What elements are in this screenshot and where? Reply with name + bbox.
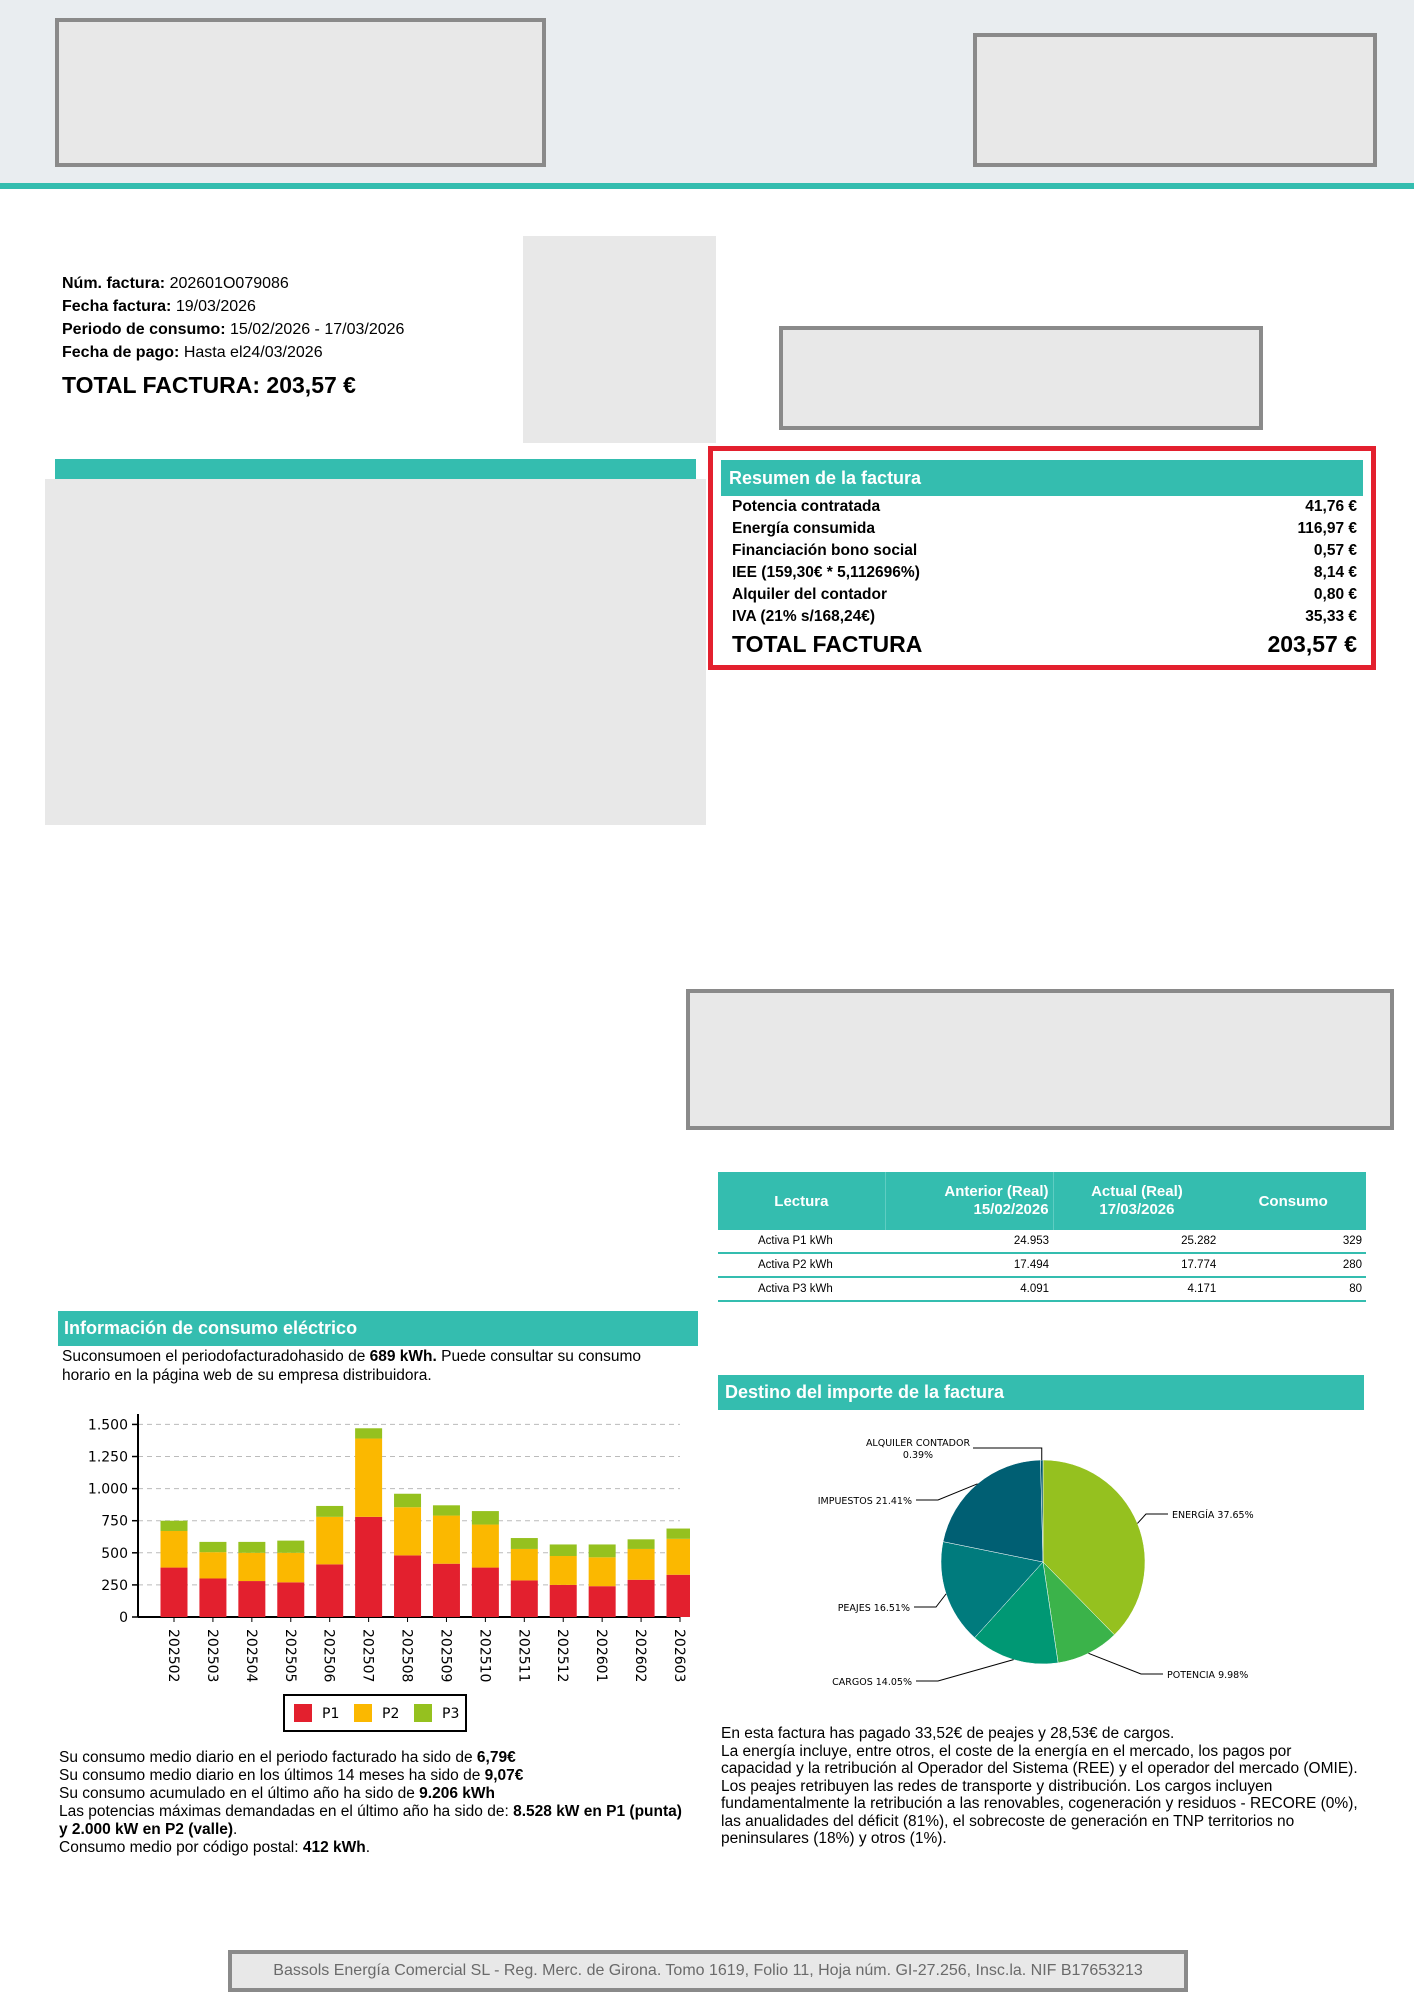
- summary-title: Resumen de la factura: [721, 460, 1363, 496]
- x-tick-label: 202509: [437, 1629, 454, 1683]
- summary-row: Financiación bono social 0,57 €: [732, 542, 1357, 559]
- pie-label: ENERGÍA 37.65%: [1172, 1510, 1254, 1521]
- bar-p1-202509: [433, 1564, 460, 1617]
- y-tick-label: 1.500: [87, 1417, 128, 1434]
- bar-p1-202601: [589, 1586, 616, 1617]
- bar-p1-202512: [550, 1585, 577, 1617]
- bar-p1-202511: [511, 1580, 538, 1617]
- pie-leader-line: [973, 1448, 1042, 1460]
- bar-p2-202510: [472, 1525, 499, 1568]
- x-tick-label: 202505: [281, 1629, 298, 1683]
- company-footer: Bassols Energía Comercial SL - Reg. Merc. de Girona. Tomo 1619, Folio 11, Hoja núm. GI-27.256, Insc.la. NIF B17653213: [228, 1950, 1188, 1992]
- summary-row: IEE (159,30€ * 5,112696%) 8,14 €: [732, 564, 1357, 581]
- x-tick-label: 202603: [671, 1629, 687, 1683]
- y-tick-label: 1.000: [87, 1481, 128, 1498]
- fecha-pago-value: Hasta el24/03/2026: [183, 344, 323, 361]
- summary-total: TOTAL FACTURA 203,57 €: [732, 631, 1357, 657]
- bar-p3-202504: [238, 1542, 265, 1553]
- address-placeholder: [779, 326, 1263, 430]
- pie-label: CARGOS 14.05%: [832, 1677, 912, 1688]
- bar-p1-202503: [199, 1578, 226, 1617]
- bar-p2-202509: [433, 1516, 460, 1564]
- pie-label: PEAJES 16.51%: [837, 1603, 910, 1614]
- fecha-factura-value: 19/03/2026: [175, 298, 256, 315]
- periodo-value: 15/02/2026 - 17/03/2026: [230, 321, 405, 338]
- logo-placeholder: [55, 18, 546, 167]
- invoice-summary: [708, 446, 1376, 670]
- x-tick-label: 202511: [515, 1629, 532, 1683]
- left-redacted-block: [45, 479, 706, 825]
- bar-p2-202603: [667, 1539, 691, 1575]
- x-tick-label: 202510: [476, 1629, 493, 1683]
- y-tick-label: 1.250: [87, 1449, 128, 1466]
- qr-placeholder: [523, 236, 716, 443]
- bar-p3-202603: [667, 1529, 691, 1539]
- bar-p2-202505: [277, 1553, 304, 1583]
- bar-p2-202507: [355, 1439, 382, 1517]
- contract-placeholder: [686, 989, 1394, 1130]
- bar-p2-202602: [628, 1549, 655, 1580]
- col-consumo: Consumo: [1220, 1172, 1366, 1230]
- num-factura-label: Núm. factura:: [62, 275, 166, 292]
- destination-pie-chart: [718, 1430, 1366, 1690]
- table-row: Activa P2 kWh 17.494 17.774 280: [718, 1253, 1366, 1277]
- bar-p2-202503: [199, 1552, 226, 1578]
- summary-row: IVA (21% s/168,24€) 35,33 €: [732, 608, 1357, 625]
- lecturas-table: [718, 1172, 1366, 1302]
- summary-row: Energía consumida 116,97 €: [732, 520, 1357, 537]
- bar-p1-202506: [316, 1564, 343, 1617]
- destino-text: En esta factura has pagado 33,52€ de peajes y 28,53€ de cargos. La energía incluye, entre otros, el coste de la energía en el mercado, los pagos por capacidad y la retribución al Operador del Sistema (REE) y el operador del mercado (OMIE). Los peajes retribuyen las redes de transporte y distribución. Los cargos incluyen fundamentalmente la retribución a las renovables, cogeneración y residuos - RECORE (0%), las anualidades del déficit (81%), el sobrecoste de generación en TNP territorios no peninsulares (18%) y otros (1%).: [721, 1725, 1358, 1847]
- pie-leader-line: [1137, 1514, 1168, 1523]
- legend-swatch-p1: [294, 1704, 312, 1722]
- bar-p2-202511: [511, 1549, 538, 1580]
- bar-p2-202508: [394, 1507, 421, 1555]
- pie-leader-line: [916, 1660, 1014, 1681]
- bar-p1-202504: [238, 1581, 265, 1617]
- bar-p3-202601: [589, 1544, 616, 1557]
- invoice-info: [62, 272, 404, 364]
- x-tick-label: 202502: [165, 1629, 181, 1683]
- bar-p3-202508: [394, 1494, 421, 1507]
- bar-p3-202509: [433, 1505, 460, 1515]
- invoice-total: TOTAL FACTURA: 203,57 €: [62, 372, 356, 398]
- x-tick-label: 202507: [359, 1629, 376, 1683]
- col-anterior: Anterior (Real) 15/02/2026: [885, 1172, 1053, 1230]
- left-section-header: [55, 459, 696, 479]
- bar-p2-202601: [589, 1557, 616, 1586]
- fecha-factura-label: Fecha factura:: [62, 298, 172, 315]
- legend-swatch-p3: [414, 1704, 432, 1722]
- legend-label-p1: P1: [322, 1706, 340, 1722]
- y-tick-label: 0: [119, 1610, 128, 1626]
- bar-p3-202510: [472, 1511, 499, 1524]
- bar-p3-202507: [355, 1428, 382, 1438]
- bar-p1-202502: [161, 1568, 188, 1617]
- bar-p2-202506: [316, 1517, 343, 1565]
- x-tick-label: 202601: [593, 1629, 610, 1683]
- bar-p1-202508: [394, 1555, 421, 1617]
- bar-p3-202512: [550, 1544, 577, 1556]
- bar-p3-202505: [277, 1541, 304, 1553]
- pie-label: POTENCIA 9.98%: [1167, 1670, 1249, 1681]
- client-placeholder: [973, 33, 1377, 167]
- y-tick-label: 750: [101, 1513, 128, 1530]
- fecha-pago-label: Fecha de pago:: [62, 344, 180, 361]
- bar-p3-202511: [511, 1538, 538, 1549]
- bar-p1-202505: [277, 1582, 304, 1617]
- pie-label: IMPUESTOS 21.41%: [817, 1496, 912, 1507]
- col-actual: Actual (Real) 17/03/2026: [1053, 1172, 1220, 1230]
- x-tick-label: 202508: [398, 1629, 415, 1683]
- bar-p1-202602: [628, 1580, 655, 1617]
- y-tick-label: 500: [101, 1545, 128, 1562]
- bar-p3-202602: [628, 1539, 655, 1549]
- x-tick-label: 202602: [632, 1629, 649, 1683]
- consumo-text: Suconsumoen el periodofacturadohasido de 689 kWh. Puede consultar su consumo horario en la página web de su empresa distribuidora.: [62, 1348, 642, 1384]
- pie-label: ALQUILER CONTADOR: [865, 1438, 971, 1449]
- table-row: Activa P1 kWh 24.953 25.282 329: [718, 1230, 1366, 1253]
- bar-p2-202504: [238, 1553, 265, 1581]
- bar-p3-202503: [199, 1542, 226, 1552]
- bar-p1-202603: [667, 1575, 691, 1617]
- x-tick-label: 202506: [320, 1629, 337, 1683]
- header-divider: [0, 183, 1414, 189]
- destino-title: Destino del importe de la factura: [718, 1375, 1364, 1410]
- consumption-bar-chart: [70, 1410, 690, 1740]
- consumption-stats: Su consumo medio diario en el periodo facturado ha sido de 6,79€ Su consumo medio diario en los últimos 14 meses ha sido de 9,07€ Su consumo acumulado en el último año ha sido de 9.206 kWh Las potencias máximas demandadas en el último año ha sido de: 8.528 kW en P1 (punta) y 2.000 kW en P2 (valle). Consumo medio por código postal: 412 kWh.: [59, 1749, 682, 1856]
- bar-p1-202510: [472, 1568, 499, 1617]
- summary-row: Potencia contratada 41,76 €: [732, 498, 1357, 515]
- bar-p2-202512: [550, 1556, 577, 1585]
- num-factura-value: 202601O079086: [169, 275, 289, 292]
- legend-label-p3: P3: [442, 1706, 460, 1722]
- bar-p1-202507: [355, 1517, 382, 1617]
- y-tick-label: 250: [101, 1577, 128, 1594]
- bar-p3-202506: [316, 1506, 343, 1517]
- consumo-title: Información de consumo eléctrico: [58, 1311, 698, 1346]
- x-tick-label: 202503: [203, 1629, 220, 1683]
- legend-swatch-p2: [354, 1704, 372, 1722]
- pie-leader-line: [1088, 1653, 1163, 1674]
- pie-leader-line: [914, 1594, 946, 1607]
- bar-p3-202502: [161, 1521, 188, 1531]
- legend-label-p2: P2: [382, 1706, 400, 1722]
- summary-row: Alquiler del contador 0,80 €: [732, 586, 1357, 603]
- col-lectura: Lectura: [718, 1172, 885, 1230]
- x-tick-label: 202504: [242, 1629, 259, 1683]
- x-tick-label: 202512: [554, 1629, 571, 1683]
- periodo-label: Periodo de consumo:: [62, 321, 226, 338]
- bar-p2-202502: [161, 1531, 188, 1568]
- pie-label: 0.39%: [902, 1450, 934, 1461]
- table-row: Activa P3 kWh 4.091 4.171 80: [718, 1277, 1366, 1301]
